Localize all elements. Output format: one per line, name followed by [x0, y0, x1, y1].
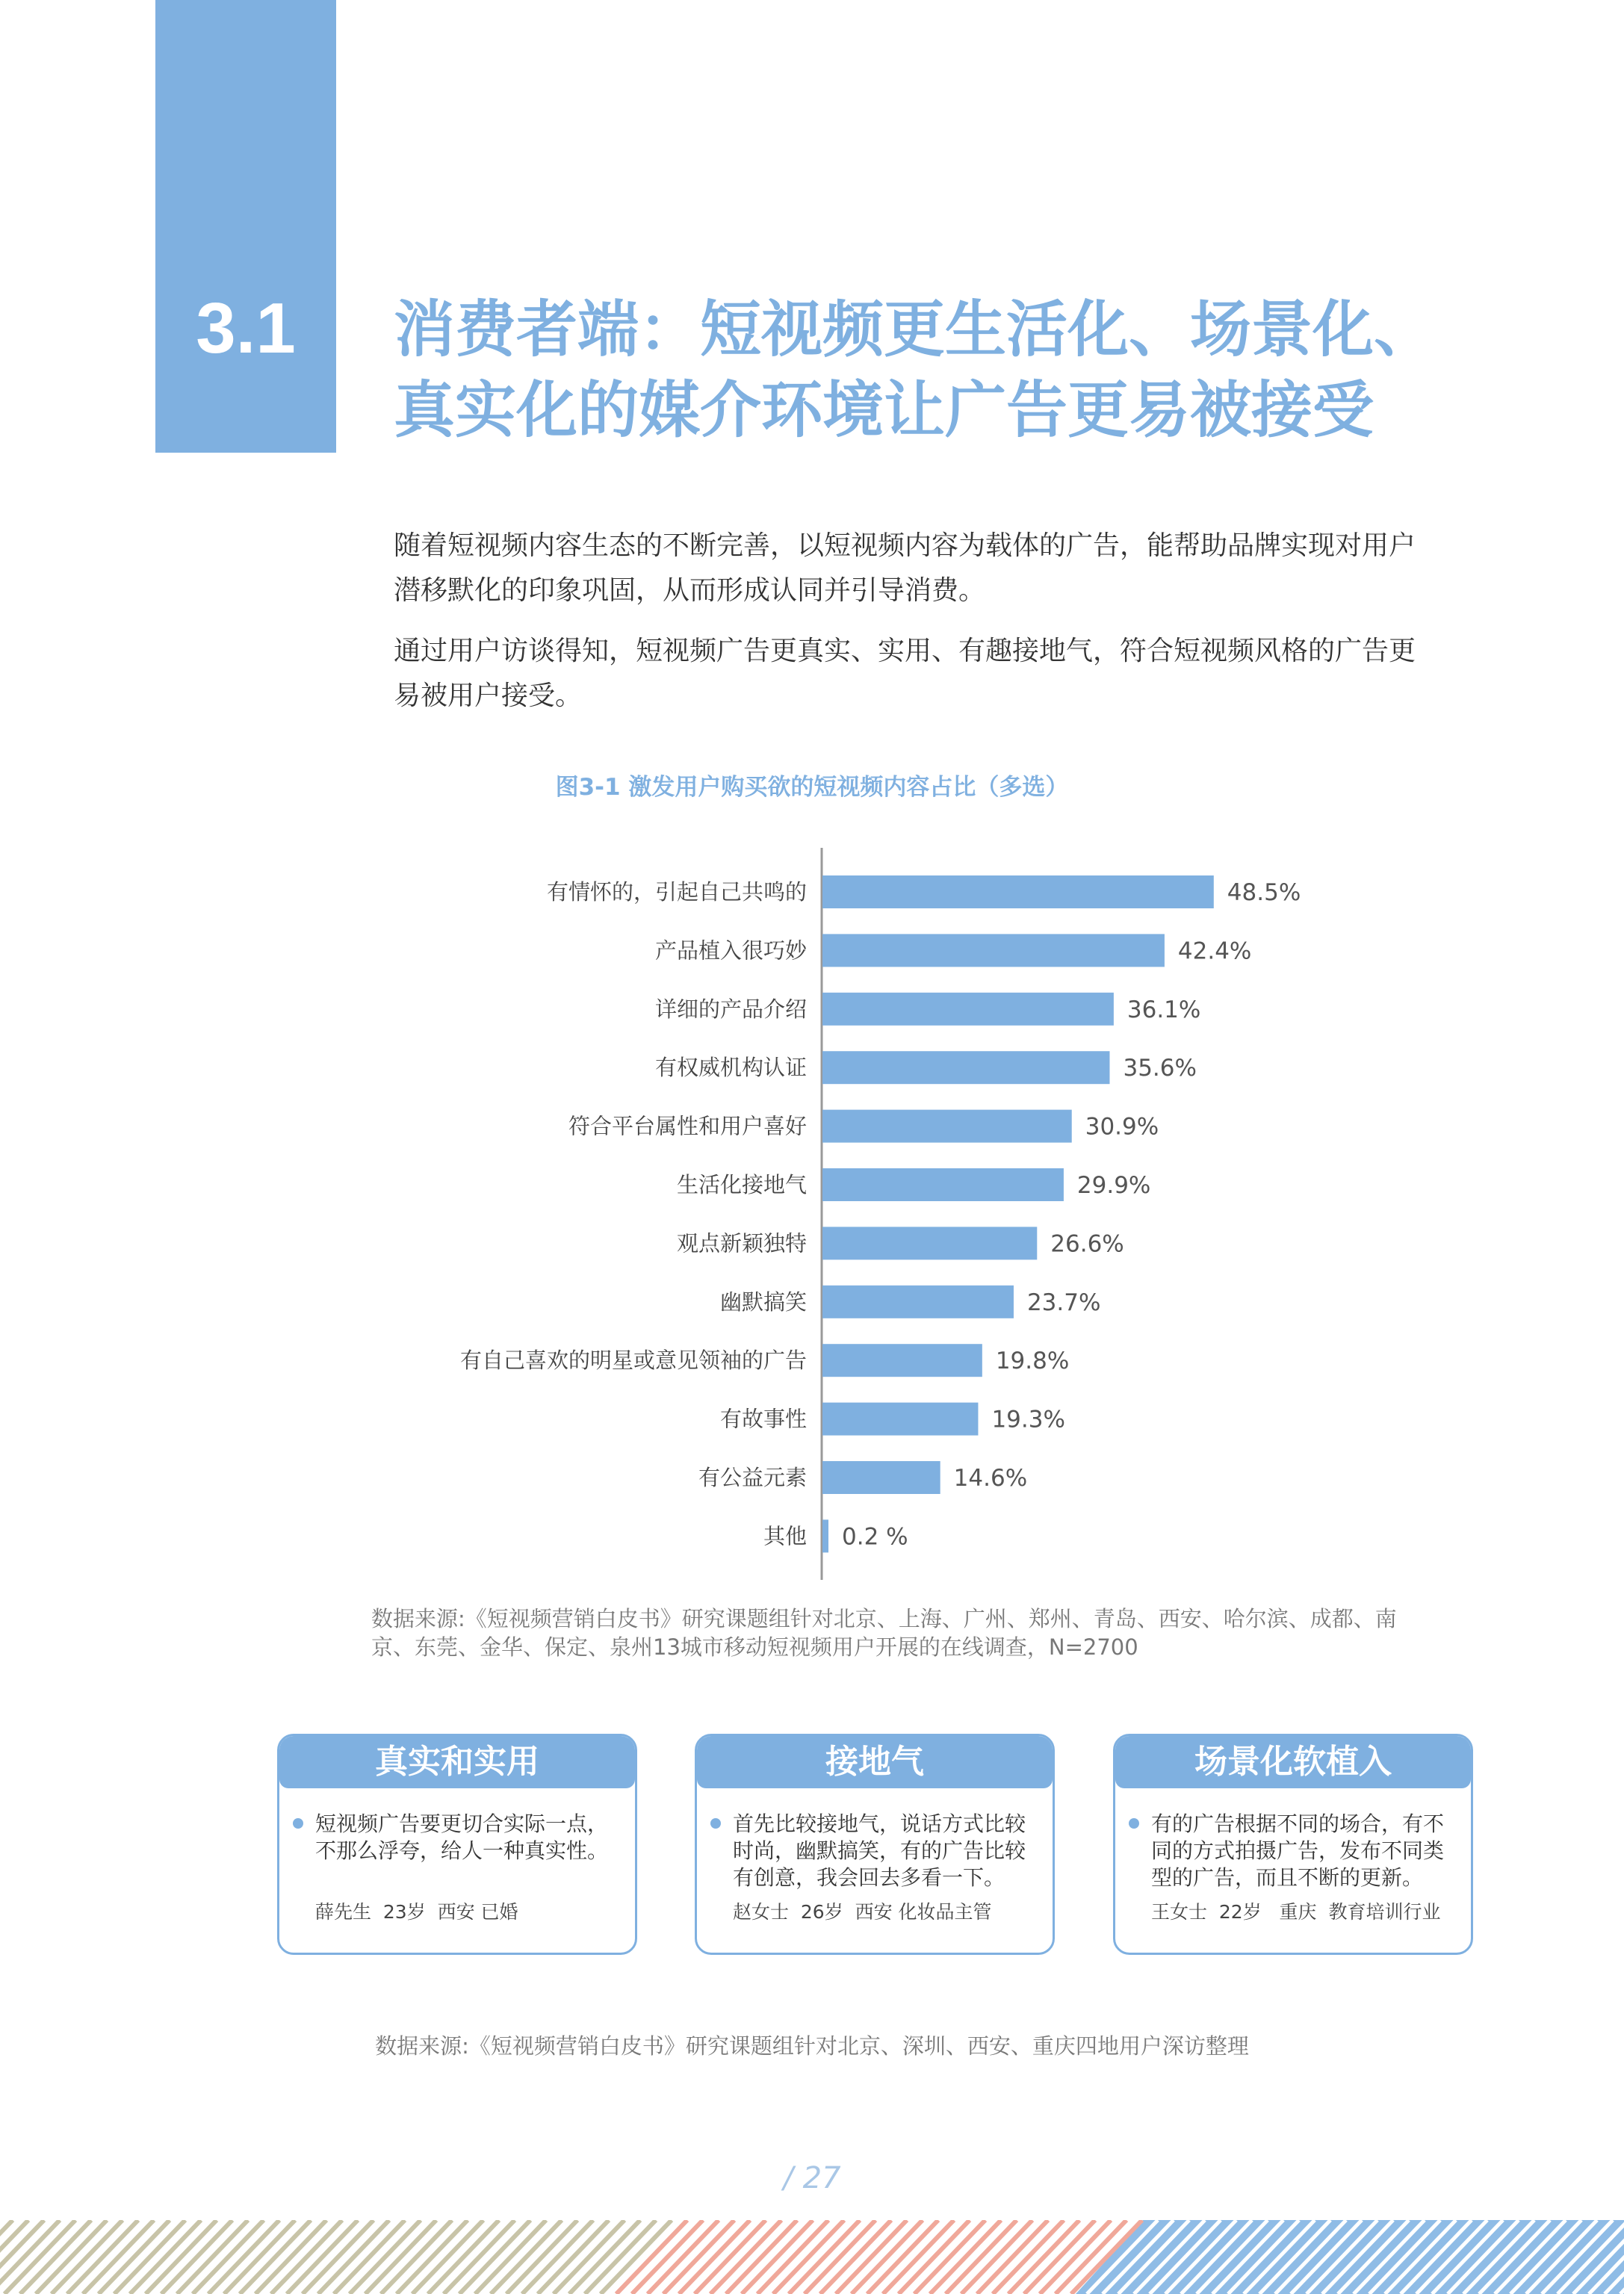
value-label: 0.2 %	[842, 1523, 908, 1551]
card-body	[279, 1788, 635, 1864]
value-label: 35.6%	[1123, 1055, 1197, 1082]
value-label: 48.5%	[1227, 879, 1301, 906]
bar	[822, 1403, 978, 1436]
value-label: 36.1%	[1126, 996, 1201, 1023]
bar	[822, 1110, 1072, 1143]
category-label: 有情怀的，引起自己共鸣的	[546, 879, 807, 905]
card-body	[697, 1788, 1053, 1891]
section-heading	[394, 290, 1514, 451]
chart-title: 图3-1 激发用户购买欲的短视频内容占比（多选）	[555, 774, 1069, 801]
card-body	[1115, 1788, 1471, 1891]
card-title: 场景化软植入	[1115, 1736, 1471, 1788]
value-label: 26.6%	[1050, 1230, 1124, 1258]
card-title: 真实和实用	[279, 1736, 635, 1788]
category-label: 有公益元素	[698, 1465, 807, 1490]
bar	[822, 1227, 1037, 1259]
bullet-icon	[710, 1818, 721, 1829]
interview-source-note: 数据来源:《短视频营销白皮书》研究课题组针对北京、深圳、西安、重庆四地用户深访整理	[375, 2033, 1249, 2059]
category-label: 有自己喜欢的明星或意见领袖的广告	[459, 1348, 807, 1374]
value-label: 23.7%	[1026, 1289, 1101, 1316]
card-quote: 短视频广告要更切合实际一点，不那么浮夸，给人一种真实性。	[315, 1811, 609, 1863]
chart-source-note: 数据来源:《短视频营销白皮书》研究课题组针对北京、上海、广州、郑州、青岛、西安、哈尔滨、成都、南京、东莞、金华、保定、泉州13城市移动短视频用户开展的在线调查，N=2700	[371, 1606, 1397, 1660]
category-label: 其他	[763, 1523, 807, 1549]
category-label: 生活化接地气	[676, 1172, 807, 1197]
bar	[822, 993, 1114, 1026]
card-person: 赵女士 26岁 西安 化妆品主管	[733, 1901, 992, 1923]
bar	[822, 1168, 1064, 1201]
value-label: 14.6%	[953, 1465, 1028, 1492]
category-label: 产品植入很巧妙	[654, 937, 807, 964]
bar	[822, 1461, 940, 1494]
intro-paragraph-2: 通过用户访谈得知，短视频广告更真实、实用、有趣接地气，符合短视频风格的广告更易被用户接受。	[394, 636, 1416, 711]
section-number: 3.1	[196, 288, 296, 368]
category-label: 有权威机构认证	[654, 1055, 807, 1081]
intro-paragraph-1: 随着短视频内容生态的不断完善，以短视频内容为载体的广告，能帮助品牌实现对用户潜移默化的印象巩固，从而形成认同并引导消费。	[394, 530, 1416, 606]
bar	[822, 875, 1214, 908]
category-label: 观点新颖独特	[676, 1230, 807, 1256]
bar	[822, 1519, 828, 1552]
interview-card-3	[1113, 1734, 1473, 1955]
value-label: 19.3%	[991, 1406, 1065, 1433]
card-person: 王女士 22岁 重庆 教育培训行业	[1151, 1901, 1441, 1923]
value-label: 19.8%	[995, 1348, 1070, 1375]
card-quote: 有的广告根据不同的场合，有不同的方式拍摄广告，发布不同类型的广告，而且不断的更新。	[1151, 1811, 1445, 1890]
interview-card-2	[695, 1734, 1055, 1955]
category-label: 详细的产品介绍	[654, 996, 807, 1022]
bar	[822, 1051, 1109, 1084]
heading-line-2: 真实化的媒介环境让广告更易被接受	[394, 375, 1374, 446]
bar	[822, 1286, 1014, 1318]
value-label: 29.9%	[1076, 1172, 1151, 1199]
value-label: 42.4%	[1177, 937, 1252, 965]
category-label: 幽默搞笑	[719, 1289, 807, 1315]
bar	[822, 1344, 982, 1377]
section-color-block	[155, 0, 336, 453]
card-person: 薛先生 23岁 西安 已婚	[315, 1901, 518, 1923]
heading-line-1: 消费者端：短视频更生活化、场景化、	[394, 294, 1436, 365]
category-label: 符合平台属性和用户喜好	[568, 1113, 807, 1139]
decorative-stripe-band	[0, 2220, 1624, 2294]
category-label: 有故事性	[719, 1406, 807, 1432]
card-quote: 首先比较接地气，说话方式比较时尚，幽默搞笑，有的广告比较有创意，我会回去多看一下。	[733, 1811, 1026, 1890]
page-number: / 27	[783, 2161, 841, 2195]
bullet-icon	[293, 1818, 303, 1829]
interview-card-1	[277, 1734, 637, 1955]
bar	[822, 934, 1165, 967]
bar-chart	[0, 837, 1624, 1584]
card-title: 接地气	[697, 1736, 1053, 1788]
bullet-icon	[1129, 1818, 1139, 1829]
value-label: 30.9%	[1085, 1113, 1159, 1141]
